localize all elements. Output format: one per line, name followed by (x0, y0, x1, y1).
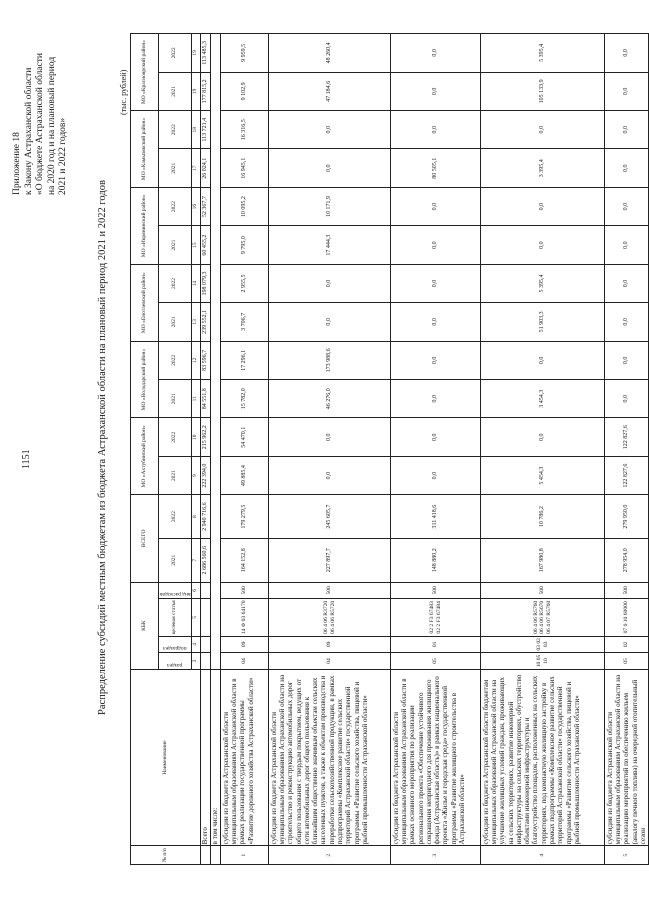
row-value: 0,0 (605, 187, 648, 225)
header-razdel-text: раздел (167, 661, 183, 668)
header-municipality: МО «Енотаевский район» (131, 264, 159, 341)
header-year: 2022 (159, 264, 192, 302)
column-number: 7 (191, 538, 200, 582)
header-municipality: МО «Камызякский район» (131, 111, 159, 188)
row-name: субсидии из бюджета Астраханской области муниципальным образованиям Астраханской области на строительство и реконструкцию автомобильных дорог общего пользования с твердым покрытием, ведущих от сети автомобильных дорог общего пользования к ближайшим общественно значимым объектам сельских населенных пунктов, а также к объектам производства и переработки сельскохозяйственной продукции, в рамках подпрограммы «Комплексное развитие сельских территорий Астраханской области» государственной программы «Развитие сельского хозяйства, пищевой и рыбной промышленности Астраханской области» (269, 669, 391, 846)
total-value: 177 815,2 (200, 72, 210, 110)
row-value: 227 897,7 (269, 538, 391, 582)
row-value: 10 786,2 (481, 495, 605, 539)
header-vr-text: вид расходов (159, 591, 191, 598)
header-razdel (159, 653, 192, 670)
header-csr: целевая статья (159, 599, 192, 636)
row-value: 48 260,4 (269, 34, 391, 73)
row-value: 3 454,3 (481, 380, 605, 418)
row-value: 10 095,2 (221, 187, 269, 225)
row-name: субсидии из бюджета Астраханской области муниципальным образованиям Астраханской области в рамках реализации государственной программы «Развитие дорожного хозяйства Астраханской области» (221, 669, 269, 846)
row-value: 0,0 (391, 456, 481, 494)
column-number: 12 (191, 341, 200, 379)
row-vr: 500 (481, 582, 605, 599)
column-number: 18 (191, 111, 200, 149)
header-year: 2021 (159, 538, 192, 582)
total-value: 84 551,8 (200, 380, 210, 418)
column-number: 10 (191, 418, 200, 456)
column-number: 3 (191, 653, 200, 670)
row-value: 0,0 (391, 341, 481, 379)
appendix-line: к Закону Астраханской области (23, 67, 34, 195)
row-value: 17 296,1 (221, 341, 269, 379)
total-value: 83 596,7 (200, 341, 210, 379)
row-value: 5 454,3 (481, 456, 605, 494)
row-value: 122 827,6 (605, 418, 648, 456)
total-value: 60 455,2 (200, 226, 210, 264)
row-value: 9 959,5 (221, 34, 269, 73)
header-municipality: МО «Икрянинский район» (131, 187, 159, 264)
column-number: 5 (191, 599, 200, 636)
column-number: 9 (191, 456, 200, 494)
row-value: 5 395,4 (481, 264, 605, 302)
row-num: 3 (391, 846, 481, 865)
header-year: 2022 (159, 495, 192, 539)
row-value: 0,0 (391, 72, 481, 110)
header-vr (159, 582, 192, 599)
row-value: 80 505,1 (391, 149, 481, 187)
column-number: 17 (191, 149, 200, 187)
appendix-line: 2021 и 2022 годов» (58, 117, 68, 195)
row-value: 47 184,6 (269, 72, 391, 110)
row-value: 173 988,6 (269, 341, 391, 379)
row-value: 279 950,0 (605, 495, 648, 539)
header-podrazdel-text: подраздел (162, 645, 187, 652)
total-value: 215 962,2 (200, 418, 210, 456)
row-value: 0,0 (391, 111, 481, 149)
row-value: 5 395,4 (481, 34, 605, 73)
column-number: 8 (191, 495, 200, 539)
row-num: 2 (269, 846, 391, 865)
subsidy-table (130, 33, 649, 865)
empty-cell (210, 846, 220, 865)
total-value: 198 079,3 (200, 264, 210, 302)
row-value: 0,0 (481, 111, 605, 149)
row-value: 0,0 (269, 303, 391, 341)
header-year: 2021 (159, 72, 192, 110)
header-year: 2022 (159, 34, 192, 73)
row-csr: 06 4 06 R3720 06 4 06 R5720 (269, 599, 391, 636)
row-value: 245 605,7 (269, 495, 391, 539)
total-row (200, 34, 210, 865)
units-label: (тыс. рублей) (119, 69, 128, 115)
empty-cell (200, 653, 210, 670)
empty-cell (210, 34, 220, 670)
row-value: 0,0 (605, 380, 648, 418)
row-value: 0,0 (605, 72, 648, 110)
header-year: 2021 (159, 380, 192, 418)
row-value: 0,0 (269, 456, 391, 494)
row-value: 16 316,5 (221, 111, 269, 149)
header-podrazdel (159, 636, 192, 653)
total-value: 26 024,1 (200, 149, 210, 187)
row-value: 278 954,0 (605, 538, 648, 582)
row-vr: 500 (605, 582, 648, 599)
row-value: 9 102,9 (221, 72, 269, 110)
row-value: 0,0 (391, 264, 481, 302)
row-podrazdel: 02 (605, 636, 648, 653)
row-razdel: 04 (269, 653, 391, 670)
row-value: 0,0 (481, 418, 605, 456)
row-value: 0,0 (605, 111, 648, 149)
row-value: 179 279,5 (221, 495, 269, 539)
row-name: субсидии из бюджета Астраханской области муниципальным образованиям Астраханской области на реализацию мероприятий по обеспечению жильем (аналогу печного топлива) на очередной отопительный сезон (605, 669, 648, 846)
table-row (391, 34, 481, 865)
row-value: 0,0 (391, 380, 481, 418)
total-value: 113 485,3 (200, 34, 210, 73)
row-num: 4 (481, 846, 605, 865)
row-value: 311 418,6 (391, 495, 481, 539)
row-value: 17 444,3 (269, 226, 391, 264)
header-name: Наименование (131, 669, 201, 846)
row-name: субсидии из бюджета Астраханской области муниципальным образованиям Астраханской области в рамках основного мероприятия по реализации регионального проекта «Обеспечение устойчивого сокращения непригодного для проживания жилищного фонда (Астраханская область)» в рамках национального проекта «Жилье и городская среда» государственной программы «Развитие жилищного строительства в Астраханской области» (391, 669, 481, 846)
header-kbk: КБК (131, 582, 159, 669)
appendix-block (12, 35, 70, 195)
row-value: 164 152,8 (221, 538, 269, 582)
header-year: 2022 (159, 111, 192, 149)
empty-cell (200, 636, 210, 653)
row-value: 0,0 (269, 111, 391, 149)
header-year: 2021 (159, 456, 192, 494)
row-name: субсидии из бюджета Астраханской области бюджетам муниципальных образований Астраханской области на улучшение жилищных условий граждан, проживающих на сельских территориях, развитие инженерной инфраструктуры на сельских территориях, обустройство объектами инженерной инфраструктуры и благоустройство площадок, расположенных на сельских территориях, под компактную жилищную застройку в рамках подпрограммы «Комплексное развитие сельских территорий Астраханской области» государственной программы «Развитие сельского хозяйства, пищевой и рыбной промышленности Астраханской области» (481, 669, 605, 846)
column-number: 14 (191, 264, 200, 302)
row-csr: 02 2 F3 67483 02 2 F3 67484 (391, 599, 481, 636)
header-total: ВСЕГО (131, 495, 159, 582)
row-csr: 06 4 06 R5760 06 4 06 R5670 06 4 07 R5760 (481, 599, 605, 636)
document-title: Распределение субсидий местным бюджетам из бюджета Астраханской области на плановый период 2021 и 2022 годов (97, 180, 108, 715)
row-value: 2 955,5 (221, 264, 269, 302)
row-podrazdel: 03 02 03 (481, 636, 605, 653)
row-value: 122 827,6 (605, 456, 648, 494)
column-number: 15 (191, 226, 200, 264)
header-municipality: МО «Ахтубинский район» (131, 418, 159, 495)
row-podrazdel: 09 (269, 636, 391, 653)
row-podrazdel: 01 (391, 636, 481, 653)
total-value: 239 552,1 (200, 303, 210, 341)
row-value: 51 903,3 (481, 303, 605, 341)
row-value: 0,0 (605, 264, 648, 302)
total-value: 222 394,0 (200, 456, 210, 494)
row-value: 16 945,1 (221, 149, 269, 187)
table-row (481, 34, 605, 865)
row-value: 0,0 (481, 226, 605, 264)
appendix-line: «О бюджете Астраханской области (35, 53, 45, 195)
row-vr: 500 (391, 582, 481, 599)
row-value: 0,0 (391, 418, 481, 456)
row-value: 148 880,2 (391, 538, 481, 582)
table-row (221, 34, 269, 865)
row-razdel: 10 05 10 (481, 653, 605, 670)
empty-cell (200, 582, 210, 599)
header-year: 2021 (159, 149, 192, 187)
column-number: 11 (191, 380, 200, 418)
including-row (210, 34, 220, 865)
row-value: 15 782,0 (221, 380, 269, 418)
row-value: 0,0 (605, 34, 648, 73)
row-razdel: 05 (605, 653, 648, 670)
row-value: 0,0 (269, 418, 391, 456)
column-number: 19 (191, 34, 200, 73)
row-vr: 500 (269, 582, 391, 599)
row-value: 0,0 (391, 303, 481, 341)
row-csr: 14 Ф 03 64170 (221, 599, 269, 636)
row-csr: 07 0 10 60000 (605, 599, 648, 636)
appendix-line: Приложение 18 (12, 132, 22, 195)
row-value: 0,0 (605, 303, 648, 341)
total-value: 2 940 716,6 (200, 495, 210, 539)
row-value: 54 470,1 (221, 418, 269, 456)
empty-cell (200, 599, 210, 636)
row-value: 0,0 (605, 341, 648, 379)
total-label: Всего (200, 669, 210, 846)
row-value: 0,0 (481, 187, 605, 225)
row-num: 1 (221, 846, 269, 865)
row-value: 0,0 (605, 149, 648, 187)
row-razdel: 05 (391, 653, 481, 670)
header-year: 2021 (159, 303, 192, 341)
header-year: 2021 (159, 226, 192, 264)
row-num: 5 (605, 846, 648, 865)
row-value: 105 133,9 (481, 72, 605, 110)
row-value: 0,0 (269, 264, 391, 302)
header-year: 2022 (159, 341, 192, 379)
column-number: 16 (191, 187, 200, 225)
row-value: 49 885,4 (221, 456, 269, 494)
column-number: 4 (191, 636, 200, 653)
row-vr: 500 (221, 582, 269, 599)
header-municipality: МО «Красноярский район» (131, 34, 159, 111)
row-podrazdel: 09 (221, 636, 269, 653)
row-value: 0,0 (391, 34, 481, 73)
row-value: 0,0 (605, 226, 648, 264)
row-value: 3 706,7 (221, 303, 269, 341)
total-value: 113 721,4 (200, 111, 210, 149)
empty-cell (200, 846, 210, 865)
row-value: 3 395,4 (481, 149, 605, 187)
header-year: 2022 (159, 418, 192, 456)
row-value: 9 795,0 (221, 226, 269, 264)
row-value: 0,0 (481, 341, 605, 379)
row-razdel: 04 (221, 653, 269, 670)
header-row-1 (131, 34, 159, 865)
page-number: 1151 (21, 449, 32, 469)
row-value: 0,0 (391, 226, 481, 264)
column-number: 6 (191, 582, 200, 599)
total-value: 2 686 560,6 (200, 538, 210, 582)
total-value: 52 367,7 (200, 187, 210, 225)
row-value: 0,0 (391, 187, 481, 225)
appendix-line: на 2020 год и на плановый период (46, 56, 57, 195)
column-number: 19 (191, 72, 200, 110)
row-value: 46 276,0 (269, 380, 391, 418)
including-label: в том числе: (210, 669, 220, 846)
header-num: № п/п (131, 846, 201, 865)
header-year: 2022 (159, 187, 192, 225)
column-number: 13 (191, 303, 200, 341)
header-municipality: МО «Володарский район» (131, 341, 159, 418)
table-row (269, 34, 391, 865)
table-row (605, 34, 648, 865)
row-value: 167 980,8 (481, 538, 605, 582)
row-value: 0,0 (269, 149, 391, 187)
row-value: 10 171,9 (269, 187, 391, 225)
